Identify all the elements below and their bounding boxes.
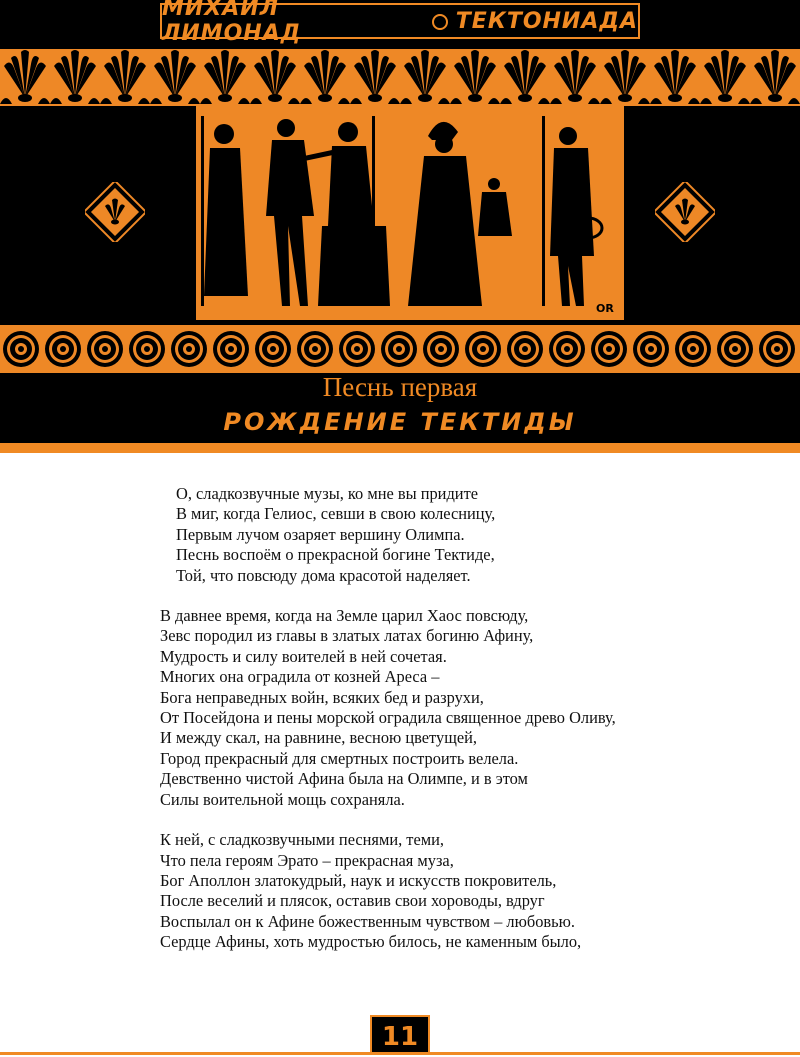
poem-line: Той, что повсюду дома красотой наделяет. — [176, 565, 471, 585]
circle-separator-icon — [432, 14, 448, 30]
poem-line: В давнее время, когда на Земле царил Хаос повсюду, — [160, 606, 529, 626]
stanza-2 — [160, 606, 780, 810]
stanza-1 — [160, 484, 780, 586]
poem-line: И между скал, на равнине, весною цветущей, — [160, 728, 477, 748]
poem-line: Песнь воспоём о прекрасной богине Тектиде, — [176, 545, 495, 565]
poem-line: Воспылал он к Афине божественным чувством – любовью. — [160, 911, 575, 931]
canto-subtitle: РОЖДЕНИЕ ТЕКТИДЫ — [223, 408, 577, 436]
poem-line: К ней, с сладкозвучными песнями, теми, — [160, 830, 444, 850]
artist-signature: OR — [596, 302, 614, 315]
poem-line: Город прекрасный для смертных построить велела. — [160, 748, 519, 768]
palmette-ornament-band — [0, 46, 800, 106]
poem-line: После веселий и плясок, оставив свои хороводы, вдруг — [160, 891, 545, 911]
poem-body — [160, 484, 780, 973]
book-title-bar — [160, 0, 640, 46]
author-name: МИХАИЛ ЛИМОНАД — [162, 0, 302, 46]
poem-line: О, сладкозвучные музы, ко мне вы придите — [176, 484, 479, 503]
poem-line: Бог Аполлон златокудрый, наук и искусств покровитель, — [160, 870, 557, 890]
poem-line: Что пела героям Эрато – прекрасная муза, — [160, 850, 454, 870]
poem-line: Мудрость и силу воителей в ней сочетая. — [160, 646, 447, 666]
poem-line: В миг, когда Гелиос, севши в свою колесницу, — [176, 504, 496, 524]
poem-line: Бога неправедных войн, всяких бед и разрухи, — [160, 687, 484, 707]
roundel-ornament-band — [0, 325, 800, 373]
poem-line: Многих она оградила от козней Ареса – — [160, 667, 440, 687]
poem-line: Сердце Афины, хоть мудростью билось, не каменным было, — [160, 932, 582, 952]
poem-line: Девственно чистой Афина была на Олимпе, и в этом — [160, 769, 528, 789]
header-bottom-border — [0, 443, 800, 453]
page-number: 11 — [370, 1015, 430, 1055]
diamond-palmette-ornament-left — [85, 182, 145, 242]
poem-line: Первым лучом озаряет вершину Олимпа. — [176, 524, 465, 544]
poem-line: Зевс породил из главы в златых латах богиню Афину, — [160, 626, 534, 646]
book-title: ТЕКТОНИАДА — [455, 8, 638, 34]
stanza-3 — [160, 830, 780, 952]
canto-title: Песнь первая — [322, 372, 478, 402]
poem-line: От Посейдона и пены морской оградила священное древо Оливу, — [160, 708, 616, 728]
greek-vase-scene-illustration — [196, 106, 624, 320]
poem-line: Силы воительной мощь сохраняла. — [160, 789, 405, 809]
diamond-palmette-ornament-right — [655, 182, 715, 242]
